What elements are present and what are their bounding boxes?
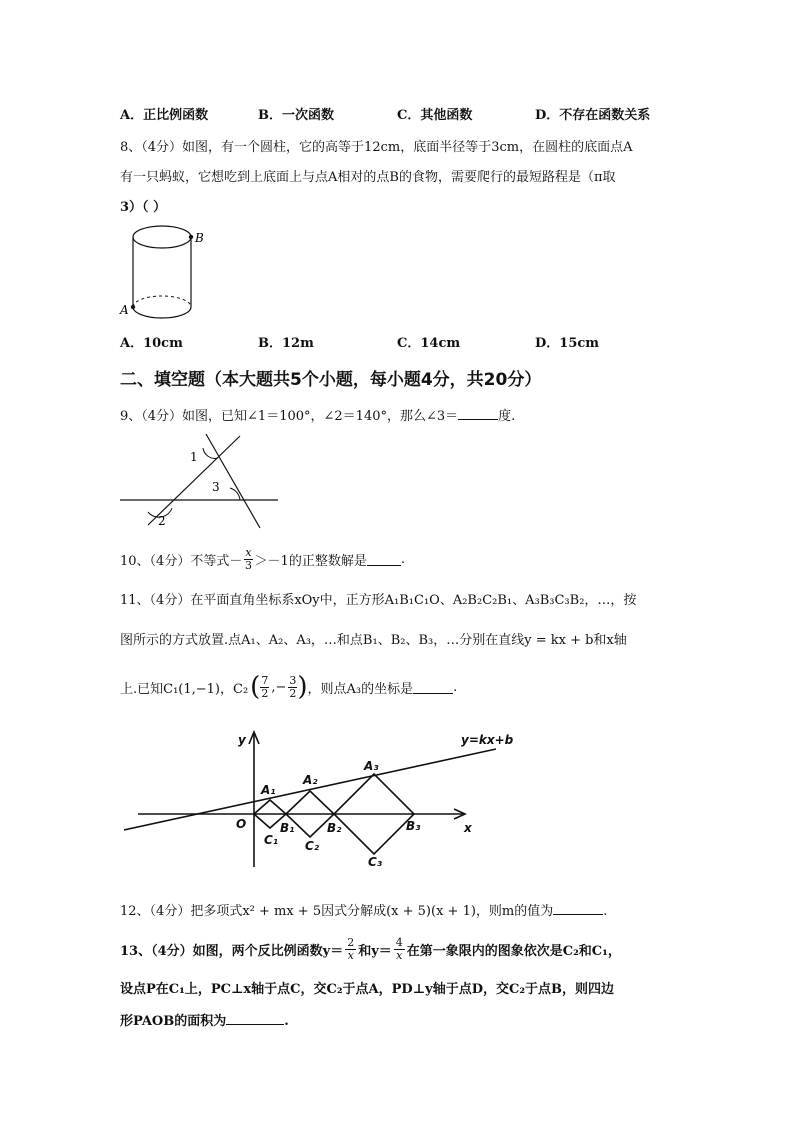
- graph-b3-label: B₃: [406, 819, 421, 833]
- q13-line-3: 形PAOB的面积为: [120, 1014, 227, 1029]
- c2-y-numerator: 3: [289, 673, 297, 687]
- c2-x-denominator: 2: [261, 686, 269, 700]
- point-a-label: A: [120, 303, 129, 317]
- angle-2-label: 2: [158, 514, 166, 528]
- graph-origin-label: O: [236, 817, 247, 831]
- graph-y-axis-label: y: [238, 733, 246, 747]
- point-b-label: B: [195, 231, 204, 245]
- q10-fraction-numerator: x: [245, 546, 252, 559]
- q13-line-2: 设点P在C₁上，PC⊥x轴于点C，交C₂于点A，PD⊥y轴于点D，交C₂于点B，则四边: [120, 982, 615, 997]
- q9-text: 9、（4分）如图，已知∠1＝100°，∠2＝140°，那么∠3＝: [120, 409, 459, 424]
- angle-1-label: 1: [190, 450, 198, 464]
- cylinder-figure: [115, 222, 215, 322]
- q10-answer-blank[interactable]: [367, 553, 401, 566]
- graph-line-label: y=kx+b: [461, 733, 514, 747]
- q12-answer-blank[interactable]: [553, 902, 603, 915]
- c2-x-numerator: 7: [261, 673, 269, 687]
- graph-a1-label: A₁: [261, 783, 276, 797]
- graph-c2-label: C₂: [305, 839, 320, 853]
- q7-option-b: B．一次函数: [258, 108, 334, 123]
- q12-suffix: .: [603, 904, 608, 919]
- graph-b2-label: B₂: [327, 821, 342, 835]
- section-title: 二、填空题（本大题共5个小题，每小题4分，共20分）: [120, 370, 542, 390]
- graph-a2-label: A₂: [303, 773, 318, 787]
- angle-3-label: 3: [212, 480, 220, 494]
- q7-option-d: D．不存在函数关系: [535, 108, 651, 123]
- q11-line-2: 图所示的方式放置.点A₁、A₂、A₃，…和点B₁、B₂、B₃，…分别在直线y = kx + b和x轴: [120, 633, 627, 648]
- q10-fraction-denominator: 3: [244, 559, 252, 572]
- q11-line-3-prefix: 上.已知C₁(1,−1)，C₂: [120, 681, 249, 697]
- square-sequence-graph: [118, 722, 514, 872]
- f1-denominator: x: [347, 949, 354, 962]
- q11-line-3-suffix: ，则点A₃的坐标是: [307, 681, 414, 697]
- q13-line-3-end: .: [284, 1014, 289, 1029]
- q13-answer-blank[interactable]: [226, 1012, 284, 1025]
- q7-option-c: C．其他函数: [397, 108, 473, 123]
- q13-line-1-mid: 和y＝: [358, 944, 392, 959]
- graph-c1-label: C₁: [264, 833, 279, 847]
- q9-answer-blank[interactable]: [458, 407, 498, 420]
- q8-line-3: 3）（ ）: [120, 200, 167, 215]
- q8-option-b: B．12m: [258, 336, 314, 351]
- q12-text: 12、（4分）把多项式x² + mx + 5因式分解成(x + 5)(x + 1)，则m的值为: [120, 904, 554, 919]
- q8-option-c: C．14cm: [397, 336, 461, 351]
- angle-figure: [118, 430, 288, 535]
- f1-numerator: 2: [347, 936, 355, 949]
- graph-a3-label: A₃: [364, 759, 379, 773]
- q8-line-1: 8、（4分）如图，有一个圆柱，它的高等于12cm，底面半径等于3cm，在圆柱的底面点A: [120, 140, 633, 155]
- q8-line-2: 有一只蚂蚁，它想吃到上底面上与点A相对的点B的食物，需要爬行的最短路程是（π取: [120, 170, 616, 185]
- q8-option-a: A．10cm: [120, 336, 183, 351]
- q9-suffix: 度.: [498, 409, 516, 424]
- q7-option-a: A．正比例函数: [120, 108, 209, 123]
- q13-line-1-prefix: 13、（4分）如图，两个反比例函数y＝: [120, 944, 344, 959]
- q11-answer-blank[interactable]: [413, 681, 453, 694]
- f2-denominator: x: [396, 949, 403, 962]
- q8-option-d: D．15cm: [535, 336, 600, 351]
- graph-c3-label: C₃: [368, 855, 383, 869]
- q13-line-1-suffix: 在第一象限内的图象依次是C₂和C₁，: [406, 944, 621, 959]
- q10-prefix: 10、（4分）不等式－: [120, 554, 243, 569]
- q10-suffix: .: [400, 552, 405, 567]
- q11-line-1: 11、（4分）在平面直角坐标系xOy中，正方形A₁B₁C₁O、A₂B₂C₂B₁、A₃B₃C₃B₂，…，按: [120, 593, 637, 608]
- f2-numerator: 4: [395, 936, 403, 949]
- c2-y-denominator: 2: [289, 686, 297, 700]
- graph-x-axis-label: x: [464, 821, 472, 835]
- graph-b1-label: B₁: [280, 821, 295, 835]
- q11-line-3-end: .: [453, 679, 458, 695]
- q10-middle: ＞－1的正整数解是: [254, 554, 367, 569]
